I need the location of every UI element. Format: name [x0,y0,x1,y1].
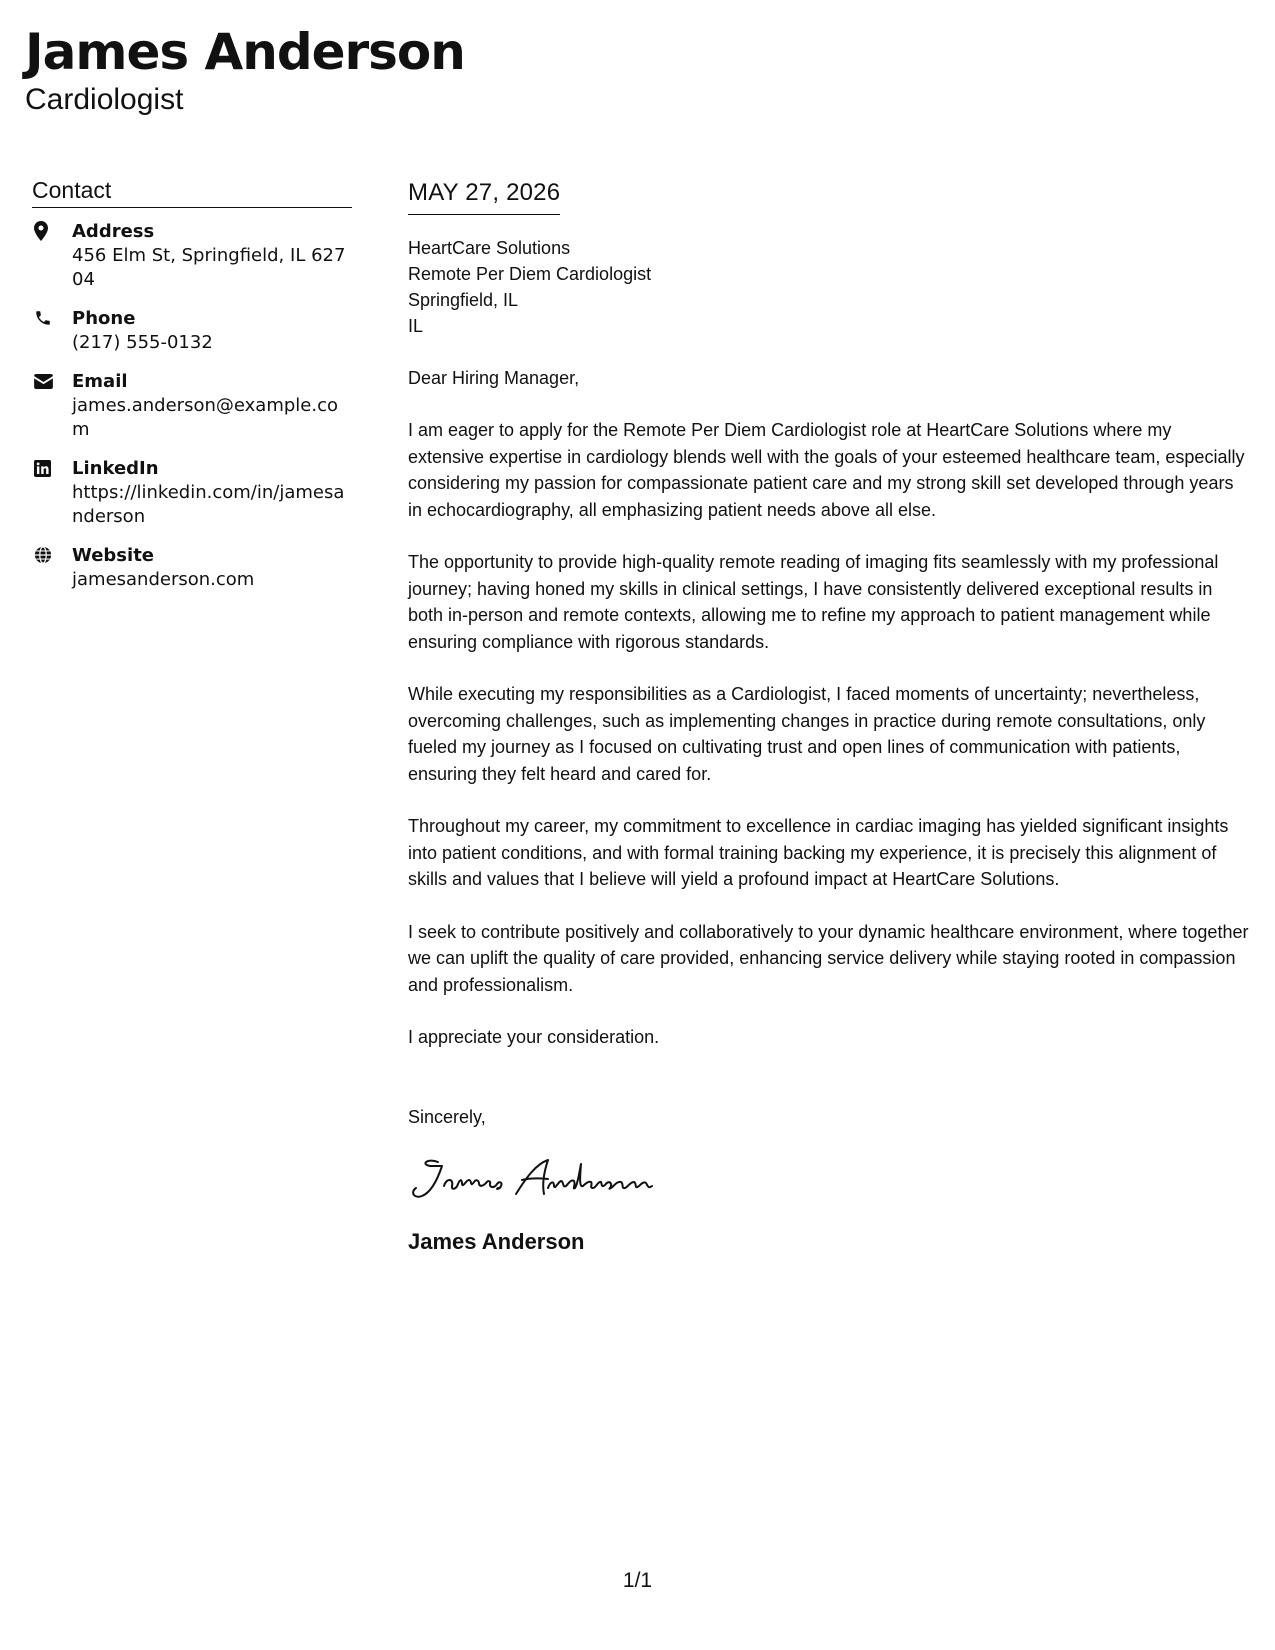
signer-name: James Anderson [408,1228,585,1254]
letter-paragraph: I am eager to apply for the Remote Per Diem Cardiologist role at HeartCare Solutions where my extensive expertise in cardiology blends well with the goals of your esteemed healthcare team, especially considering my passion for compassionate patient care and my strong skill set developed through years in echocardiography, all emphasizing patient needs above all else. [408,420,1245,520]
contact-label: LinkedIn [72,458,159,479]
handwritten-signature [408,1148,1250,1208]
contact-item-phone [32,307,352,355]
contact-item-linkedin [32,457,352,529]
address-value: 456 Elm St, Springfield, IL 62704 [72,245,346,290]
cover-letter [408,178,1250,1256]
letter-date: MAY 27, 2026 [408,178,560,215]
recipient-state: IL [408,316,424,336]
letter-paragraph: Throughout my career, my commitment to excellence in cardiac imaging has yielded significant insights into patient conditions, and with formal training backing my experience, it is precisely this alignment of skills and values that I believe will yield a profound impact at HeartCare Solutions. [408,816,1229,889]
applicant-title: Cardiologist [25,83,184,116]
letter-paragraph: I seek to contribute positively and collaboratively to your dynamic healthcare environment, where together we can uplift the quality of care provided, enhancing service delivery while staying rooted in compassion and professionalism. [408,921,1249,995]
closing: Sincerely, [408,1106,486,1127]
page-indicator: 1/1 [622,1569,653,1592]
linkedin-icon [32,457,72,479]
contact-label: Phone [72,308,136,329]
contact-item-website [32,544,352,592]
phone-value: (217) 555-0132 [72,332,213,353]
location-pin-icon [32,220,72,242]
website-value[interactable]: jamesanderson.com [72,569,255,590]
contact-item-address [32,220,352,292]
letter-paragraph: The opportunity to provide high-quality remote reading of imaging fits seamlessly with my professional journey; having honed my skills in clinical settings, I have consistently delivered exceptional results in both in-person and remote contexts, allowing me to refine my approach to patient management while ensuring compliance with rigorous standards. [408,552,1219,652]
phone-icon [32,307,72,329]
signature-graphic [408,1148,668,1208]
contact-label: Address [72,221,155,242]
contact-label: Email [72,371,128,392]
contact-label: Website [72,545,155,566]
recipient-block [408,235,1250,339]
recipient-position: Remote Per Diem Cardiologist [408,264,652,284]
contact-sidebar [32,176,352,607]
contact-section-title: Contact [32,176,352,208]
contact-item-email [32,370,352,442]
letter-paragraph: I appreciate your consideration. [408,1027,660,1047]
envelope-icon [32,370,72,392]
salutation: Dear Hiring Manager, [408,368,580,388]
letter-paragraph: While executing my responsibilities as a Cardiologist, I faced moments of uncertainty; nevertheless, overcoming challenges, such as implementing changes in practice during remote consultations, only fueled my journey as I focused on cultivating trust and open lines of communication with patients, ensuring they felt heard and cared for. [408,684,1206,784]
email-value[interactable]: james.anderson@example.com [72,395,338,440]
recipient-city: Springfield, IL [408,290,519,310]
applicant-name: James Anderson [25,23,465,81]
globe-icon [32,544,72,566]
resume-header [25,22,465,118]
linkedin-value[interactable]: https://linkedin.com/in/jamesanderson [72,482,345,527]
recipient-company: HeartCare Solutions [408,238,571,258]
